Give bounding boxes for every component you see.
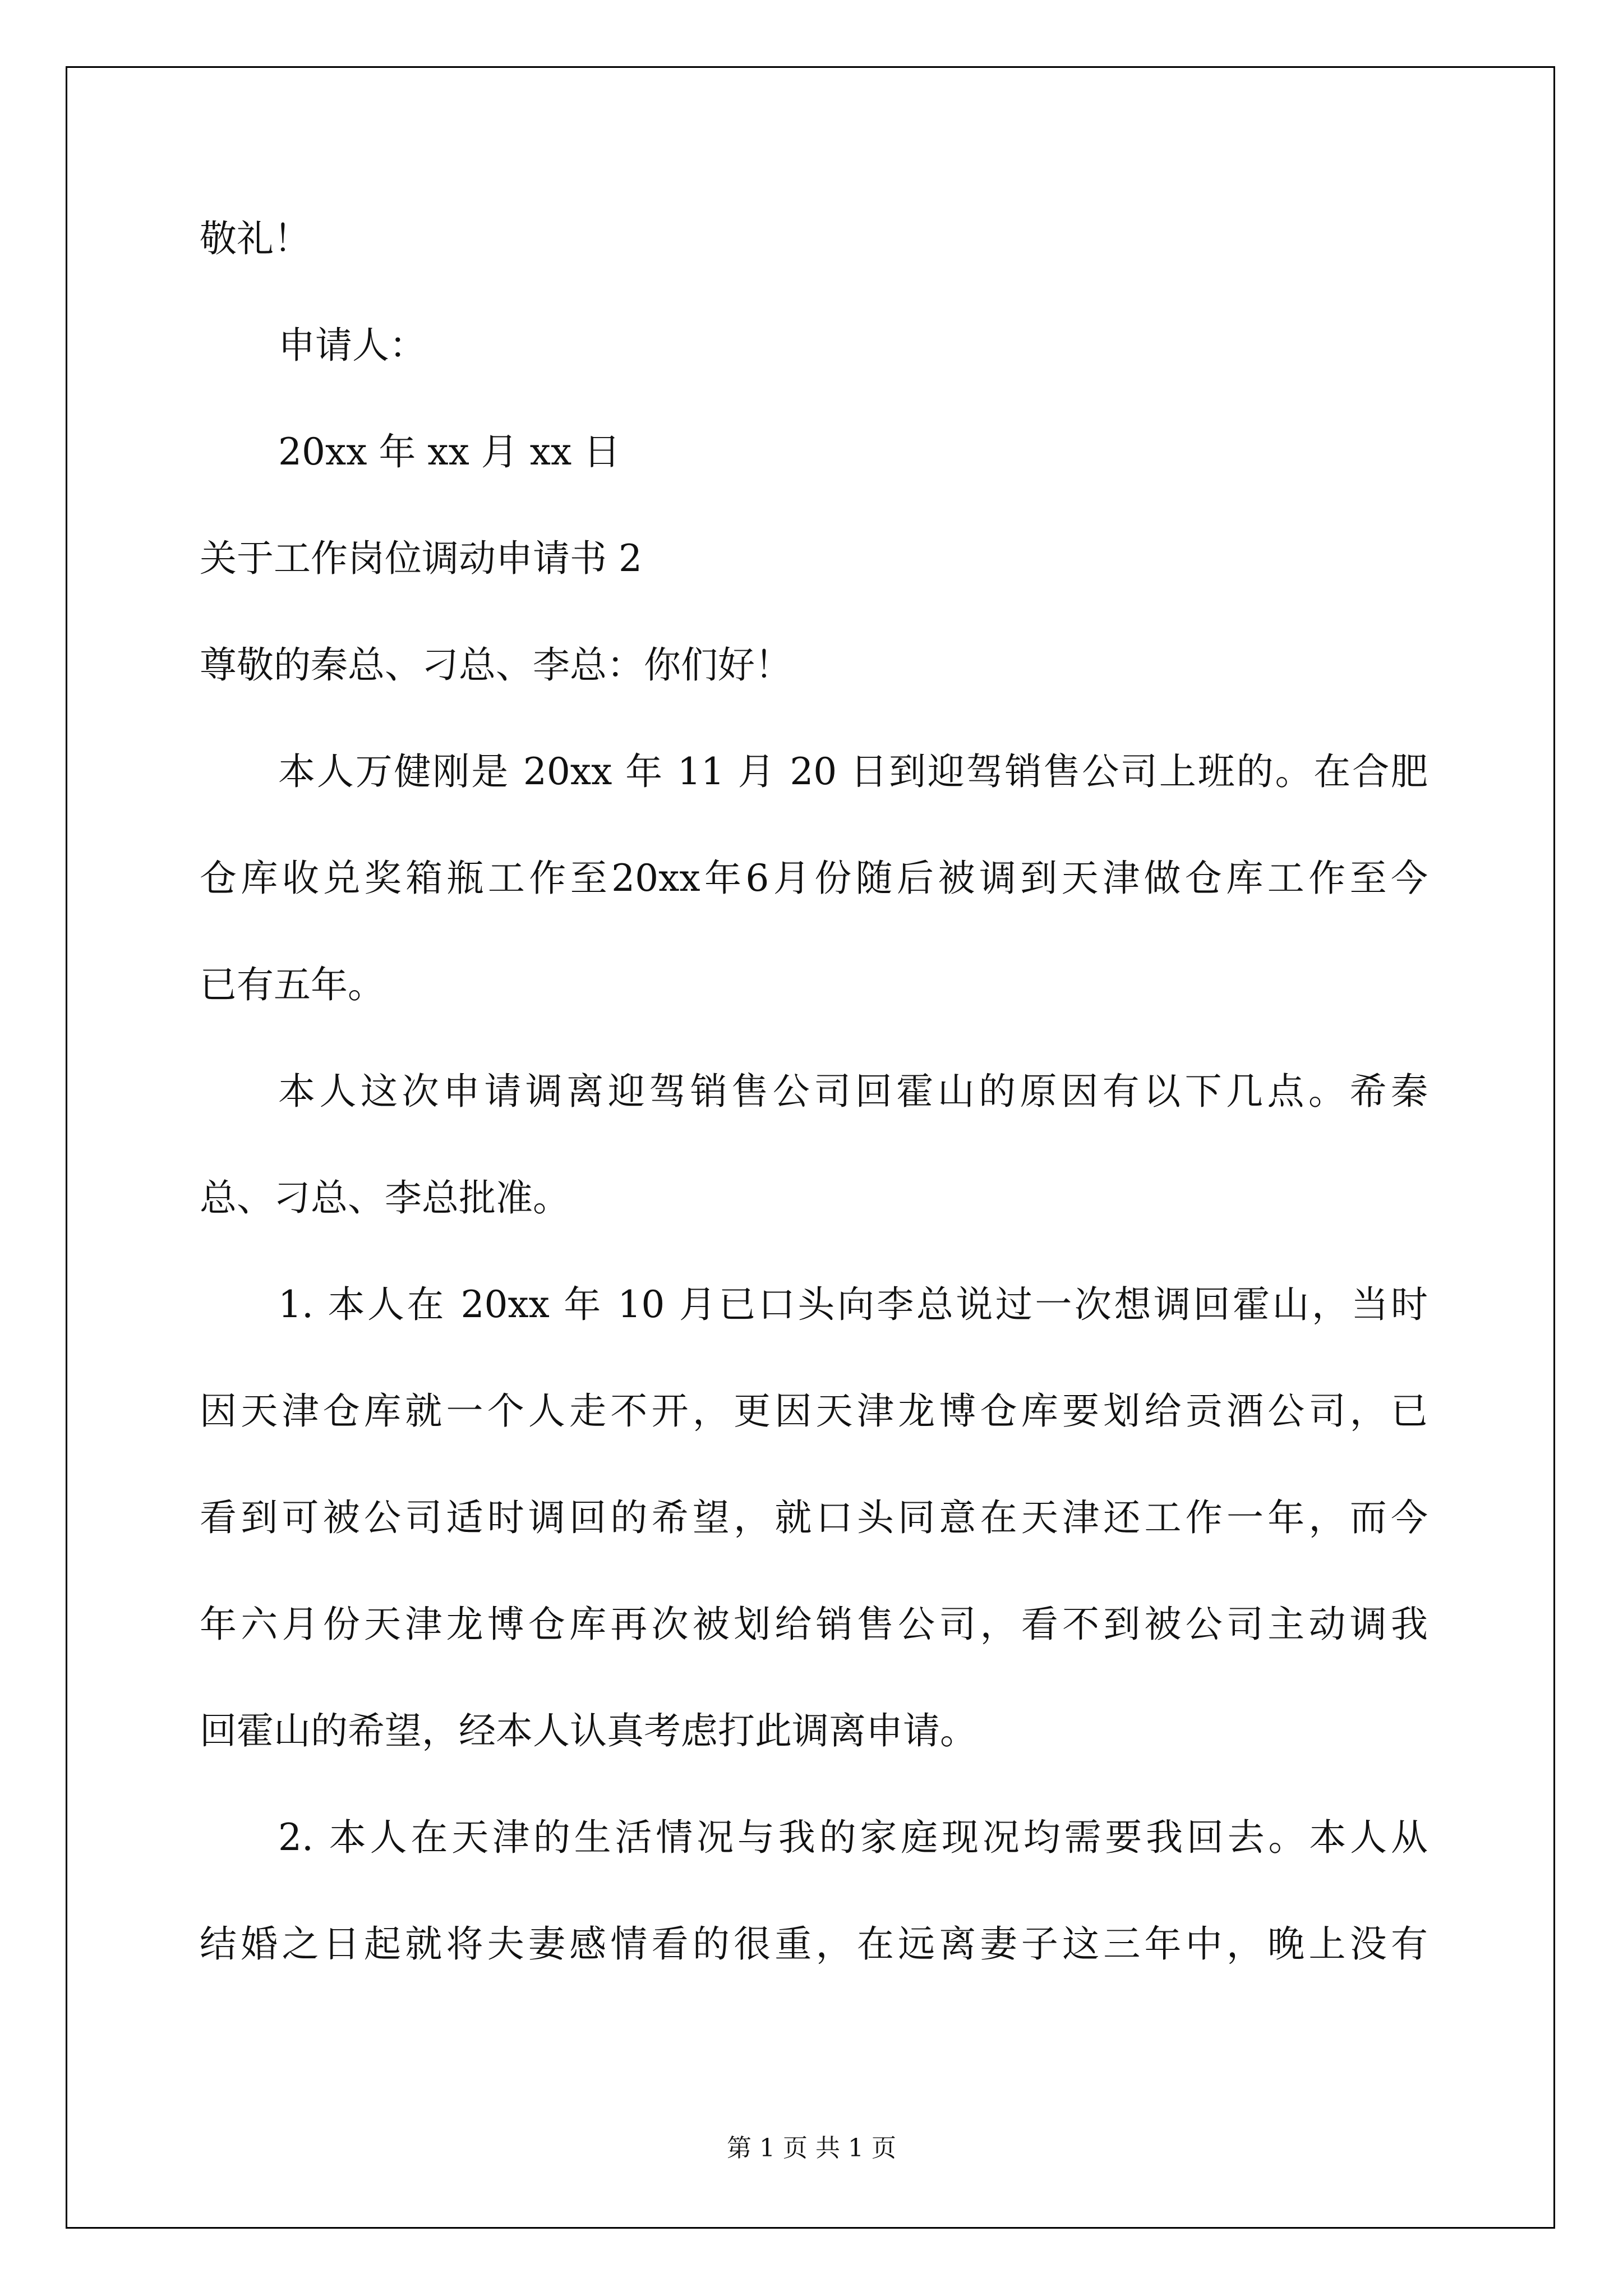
- paragraph-1-line-3: 已有五年。: [200, 963, 385, 1006]
- paragraph-1-line-2: 仓库收兑奖箱瓶工作至20xx年6月份随后被调到天津做仓库工作至今: [200, 857, 1428, 900]
- page-footer: 第 1 页 共 1 页: [727, 2134, 896, 2162]
- applicant-label: 申请人：: [278, 324, 426, 367]
- paragraph-2-line-1: 本人这次申请调离迎驾销售公司回霍山的原因有以下几点。希秦: [278, 1070, 1428, 1113]
- closing-line: 敬礼！: [200, 217, 311, 260]
- date-line: 20xx 年 xx 月 xx 日: [278, 430, 621, 473]
- paragraph-3-line-2: 因天津仓库就一个人走不开，更因天津龙博仓库要划给贡酒公司，已: [200, 1389, 1428, 1433]
- paragraph-3-line-5: 回霍山的希望，经本人认真考虑打此调离申请。: [200, 1709, 977, 1752]
- paragraph-1-line-1: 本人万健刚是 20xx 年 11 月 20 日到迎驾销售公司上班的。在合肥: [278, 750, 1428, 793]
- paragraph-4-line-1: 2. 本人在天津的生活情况与我的家庭现况均需要我回去。本人从: [278, 1816, 1428, 1859]
- paragraph-3-line-3: 看到可被公司适时调回的希望，就口头同意在天津还工作一年，而今: [200, 1496, 1428, 1539]
- paragraph-3-line-4: 年六月份天津龙博仓库再次被划给销售公司，看不到被公司主动调我: [200, 1603, 1428, 1646]
- page-border: [66, 66, 1555, 2229]
- paragraph-2-line-2: 总、刁总、李总批准。: [200, 1176, 570, 1220]
- section-heading: 关于工作岗位调动申请书 2: [200, 537, 642, 580]
- paragraph-3-line-1: 1. 本人在 20xx 年 10 月已口头向李总说过一次想调回霍山，当时: [278, 1283, 1428, 1326]
- greeting-line: 尊敬的秦总、刁总、李总：你们好！: [200, 643, 792, 687]
- paragraph-4-line-2: 结婚之日起就将夫妻感情看的很重，在远离妻子这三年中，晚上没有: [200, 1922, 1428, 1966]
